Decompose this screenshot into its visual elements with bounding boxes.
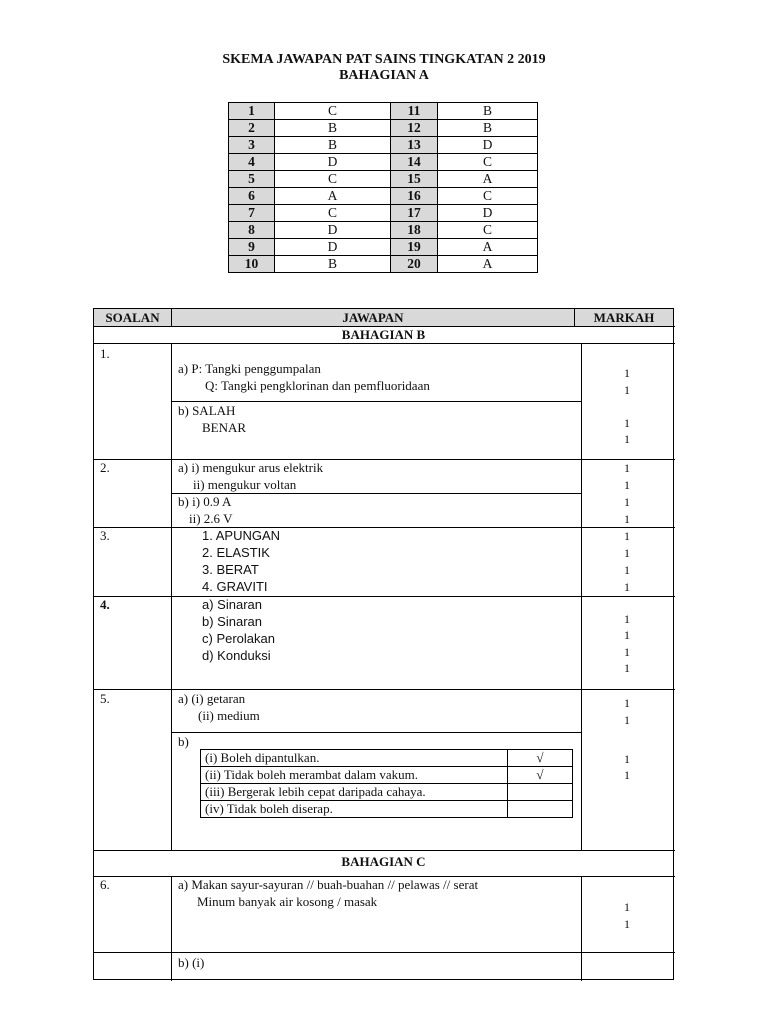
q4-item: c) Perolakan [202,631,275,646]
section-a-row [229,171,538,188]
q4-mark: 1 [624,645,630,659]
question-number: 3 [229,137,275,154]
header-jawapan: JAWAPAN [342,310,404,325]
q5-statement-row [201,750,573,767]
q5-statement-table [200,749,573,818]
q3-number: 3. [100,528,110,543]
q2-mark: 1 [624,495,630,509]
q1-answer-a-line2: Q: Tangki pengklorinan dan pemfluoridaan [205,378,430,393]
q5-statement-tick [508,801,573,818]
q1-mark: 1 [624,416,630,430]
section-a-row [229,137,538,154]
section-a-row [229,239,538,256]
question-number: 15 [391,171,438,188]
question-number: 6 [229,188,275,205]
q5-statement-text: (i) Boleh dipantulkan. [201,750,508,767]
answer-letter: B [275,120,391,137]
q5-statement-text: (ii) Tidak boleh merambat dalam vakum. [201,767,508,784]
question-number: 18 [391,222,438,239]
question-number: 17 [391,205,438,222]
question-number: 13 [391,137,438,154]
q3-item: 3. BERAT [202,562,259,577]
q4-mark: 1 [624,612,630,626]
q3-item: 1. APUNGAN [202,528,281,543]
question-number: 11 [391,103,438,120]
q5-statement-row [201,767,573,784]
section-a-row [229,256,538,273]
q3-mark: 1 [624,563,630,577]
section-a-row [229,188,538,205]
question-number: 16 [391,188,438,205]
question-number: 4 [229,154,275,171]
q5-answer-a-line2: (ii) medium [198,708,260,723]
q4-item: a) Sinaran [202,597,262,612]
q3-mark: 1 [624,529,630,543]
header-soalan: SOALAN [105,310,160,325]
section-a-row [229,154,538,171]
answer-letter: C [438,188,538,205]
section-a-answer-table [228,102,538,273]
question-number: 7 [229,205,275,222]
q5-mark: 1 [624,768,630,782]
q6-mark: 1 [624,900,630,914]
q1-answer-a-line1: a) P: Tangki penggumpalan [178,361,321,376]
answer-letter: B [438,120,538,137]
q4-mark: 1 [624,628,630,642]
q1-mark: 1 [624,383,630,397]
answer-letter: C [275,171,391,188]
q4-mark: 1 [624,661,630,675]
answer-letter: B [275,137,391,154]
q4-number: 4. [100,597,110,612]
q2-mark: 1 [624,512,630,526]
answer-letter: A [275,188,391,205]
q5-statement-tick: √ [508,750,573,767]
q6-answer-a-line2: Minum banyak air kosong / masak [197,894,378,909]
q2-answer-a-line2: ii) mengukur voltan [193,477,297,492]
section-a-title: BAHAGIAN A [339,68,429,83]
document-title: SKEMA JAWAPAN PAT SAINS TINGKATAN 2 2019 [222,52,546,67]
question-number: 9 [229,239,275,256]
answer-letter: A [438,256,538,273]
answer-letter: D [438,137,538,154]
q3-item: 2. ELASTIK [202,545,270,560]
q5-number: 5. [100,691,110,706]
q5-answer-a-line1: a) (i) getaran [178,691,246,706]
q5-statement-text: (iii) Bergerak lebih cepat daripada cahaya. [201,784,508,801]
answer-letter: D [275,154,391,171]
q5-statement-tick [508,784,573,801]
question-number: 12 [391,120,438,137]
section-a-row [229,222,538,239]
q5-mark: 1 [624,696,630,710]
answer-letter: D [438,205,538,222]
question-number: 10 [229,256,275,273]
question-number: 2 [229,120,275,137]
question-number: 1 [229,103,275,120]
q5-answer-b-label: b) [178,734,189,749]
answer-letter: C [438,222,538,239]
q5-mark: 1 [624,713,630,727]
section-a-row [229,120,538,137]
q5-statement-tick: √ [508,767,573,784]
answer-letter: C [275,103,391,120]
q1-answer-b-line2: BENAR [202,420,247,435]
answer-scheme-table [93,308,674,980]
question-number: 14 [391,154,438,171]
q1-mark: 1 [624,366,630,380]
q6-mark: 1 [624,917,630,931]
q6-number: 6. [100,877,110,892]
section-a-row [229,103,538,120]
q4-item: b) Sinaran [202,614,262,629]
question-number: 20 [391,256,438,273]
q2-number: 2. [100,460,110,475]
header-markah: MARKAH [593,310,655,325]
q6-answer-a-line1: a) Makan sayur-sayuran // buah-buahan // pelawas // serat [178,877,479,892]
answer-letter: B [275,256,391,273]
q2-answer-b-line1: b) i) 0.9 A [178,494,232,509]
answer-letter: B [438,103,538,120]
q5-statement-row [201,801,573,818]
q1-answer-b-line1: b) SALAH [178,403,236,418]
answer-letter: D [275,222,391,239]
answer-letter: C [275,205,391,222]
answer-letter: C [438,154,538,171]
question-number: 5 [229,171,275,188]
section-a-row [229,205,538,222]
answer-letter: D [275,239,391,256]
q1-number: 1. [100,346,110,361]
bahagian-c-heading: BAHAGIAN C [341,854,426,869]
answer-letter: A [438,239,538,256]
q3-mark: 1 [624,580,630,594]
q2-mark: 1 [624,461,630,475]
q5-statement-row [201,784,573,801]
question-number: 8 [229,222,275,239]
q2-answer-b-line2: ii) 2.6 V [189,511,233,526]
q3-mark: 1 [624,546,630,560]
q6-answer-b-label: b) (i) [178,955,205,970]
q4-item: d) Konduksi [202,648,271,663]
q2-mark: 1 [624,478,630,492]
q5-mark: 1 [624,752,630,766]
q5-statement-text: (iv) Tidak boleh diserap. [201,801,508,818]
q3-item: 4. GRAVITI [202,579,268,594]
answer-letter: A [438,171,538,188]
q2-answer-a-line1: a) i) mengukur arus elektrik [178,460,324,475]
q1-mark: 1 [624,432,630,446]
question-number: 19 [391,239,438,256]
bahagian-b-heading: BAHAGIAN B [341,327,426,342]
